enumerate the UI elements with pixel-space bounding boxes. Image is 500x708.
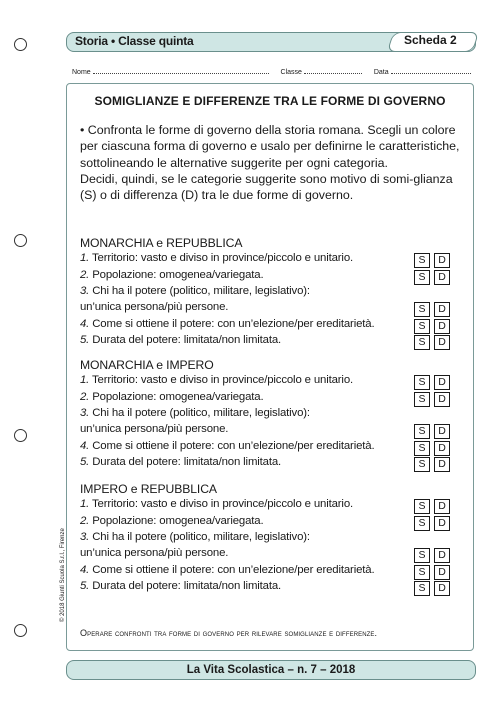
class-field-label: Classe (280, 69, 302, 76)
page-title: SOMIGLIANZE E DIFFERENZE TRA LE FORME DI GOVERNO (94, 94, 446, 108)
comparison-item (80, 531, 310, 543)
similarity-checkbox[interactable]: S (414, 457, 430, 472)
item-text: Territorio: vasto e diviso in province/piccolo e unitario. (89, 498, 354, 511)
item-number: 3. (80, 530, 90, 543)
difference-checkbox[interactable]: D (434, 424, 450, 439)
binder-hole-upper-middle (14, 234, 27, 247)
item-text: un’unica persona/più persone. (80, 547, 229, 560)
comparison-item (80, 252, 353, 264)
item-number: 3. (80, 406, 90, 419)
item-text: un’unica persona/più persone. (80, 423, 229, 436)
item-number: 1. (80, 498, 90, 511)
similarity-checkbox[interactable]: S (414, 441, 430, 456)
difference-checkbox[interactable]: D (434, 319, 450, 334)
similarity-checkbox[interactable]: S (414, 319, 430, 334)
item-number: 4. (80, 439, 90, 452)
difference-checkbox[interactable]: D (434, 565, 450, 580)
similarity-checkbox[interactable]: S (414, 424, 430, 439)
section-title: MONARCHIA e REPUBBLICA (80, 236, 243, 250)
item-text: Durata del potere: limitata/non limitata. (89, 455, 282, 468)
similarity-checkbox[interactable]: S (414, 499, 430, 514)
difference-checkbox[interactable]: D (434, 581, 450, 596)
item-number: 2. (80, 514, 90, 527)
date-field-line[interactable] (391, 67, 471, 74)
comparison-item (80, 456, 281, 468)
item-text: Durata del potere: limitata/non limitata. (89, 333, 282, 346)
comparison-item (80, 580, 281, 592)
binder-hole-bottom (14, 624, 27, 637)
comparison-item (80, 423, 228, 435)
difference-checkbox[interactable]: D (434, 270, 450, 285)
footer-band: La Vita Scolastica – n. 7 – 2018 (66, 660, 476, 680)
similarity-checkbox[interactable]: S (414, 581, 430, 596)
item-number: 5. (80, 455, 90, 468)
name-field-line[interactable] (93, 67, 269, 74)
similarity-checkbox[interactable]: S (414, 270, 430, 285)
instructions (80, 122, 472, 203)
item-number: 2. (80, 390, 90, 403)
section-title: IMPERO e REPUBBLICA (80, 482, 217, 496)
item-text: Chi ha il potere (politico, militare, legislativo): (89, 406, 310, 419)
difference-checkbox[interactable]: D (434, 499, 450, 514)
student-fields (72, 67, 472, 76)
item-text: Territorio: vasto e diviso in province/piccolo e unitario. (89, 374, 354, 387)
item-text: Come si ottiene il potere: con un’elezione/per ereditarietà. (89, 317, 375, 330)
difference-checkbox[interactable]: D (434, 302, 450, 317)
difference-checkbox[interactable]: D (434, 375, 450, 390)
similarity-checkbox[interactable]: S (414, 392, 430, 407)
comparison-item (80, 407, 310, 419)
section-title: MONARCHIA e IMPERO (80, 358, 214, 372)
item-text: Come si ottiene il potere: con un’elezione/per ereditarietà. (89, 563, 375, 576)
comparison-item (80, 515, 263, 527)
date-field-label: Data (373, 69, 389, 76)
item-number: 1. (80, 374, 90, 387)
item-text: Popolazione: omogenea/variegata. (89, 390, 264, 403)
binder-hole-top (14, 38, 27, 51)
difference-checkbox[interactable]: D (434, 548, 450, 563)
comparison-item (80, 334, 281, 346)
class-field-line[interactable] (304, 67, 362, 74)
similarity-checkbox[interactable]: S (414, 375, 430, 390)
learning-objective: Operare confronti tra forme di governo per rilevare somiglianze e differenze. (80, 628, 378, 638)
similarity-checkbox[interactable]: S (414, 302, 430, 317)
comparison-item (80, 498, 353, 510)
item-number: 4. (80, 317, 90, 330)
difference-checkbox[interactable]: D (434, 516, 450, 531)
item-number: 4. (80, 563, 90, 576)
comparison-item (80, 547, 228, 559)
similarity-checkbox[interactable]: S (414, 548, 430, 563)
difference-checkbox[interactable]: D (434, 441, 450, 456)
item-text: Chi ha il potere (politico, militare, legislativo): (89, 284, 310, 297)
instructions-paragraph-1: • Confronta le forme di governo della storia romana. Scegli un colore per ciascuna forma di governo e usalo per definirne le caratteristiche, sottolineando le alternative suggerite per ogni categoria. (80, 123, 460, 170)
similarity-checkbox[interactable]: S (414, 516, 430, 531)
item-text: Durata del potere: limitata/non limitata. (89, 579, 282, 592)
copyright-notice: © 2018 Giunti Scuola S.r.l., Firenze (60, 528, 66, 622)
comparison-item (80, 440, 374, 452)
item-text: Popolazione: omogenea/variegata. (89, 514, 264, 527)
difference-checkbox[interactable]: D (434, 335, 450, 350)
comparison-item (80, 318, 374, 330)
item-number: 1. (80, 252, 90, 265)
comparison-item (80, 301, 228, 313)
difference-checkbox[interactable]: D (434, 457, 450, 472)
item-number: 5. (80, 579, 90, 592)
item-text: Popolazione: omogenea/variegata. (89, 268, 264, 281)
name-field-label: Nome (72, 69, 91, 76)
similarity-checkbox[interactable]: S (414, 565, 430, 580)
item-text: un’unica persona/più persone. (80, 301, 229, 314)
instructions-paragraph-2: Decidi, quindi, se le categorie suggerite sono motivo di somi-glianza (S) o di differenza (D) tra le due forme di governo. (80, 171, 453, 203)
item-text: Come si ottiene il potere: con un’elezione/per ereditarietà. (89, 439, 375, 452)
comparison-item (80, 285, 310, 297)
item-number: 5. (80, 333, 90, 346)
similarity-checkbox[interactable]: S (414, 253, 430, 268)
binder-hole-lower-middle (14, 429, 27, 442)
difference-checkbox[interactable]: D (434, 392, 450, 407)
item-number: 2. (80, 268, 90, 281)
comparison-item (80, 269, 263, 281)
item-text: Chi ha il potere (politico, militare, legislativo): (89, 530, 310, 543)
comparison-item (80, 564, 374, 576)
sheet-label: Scheda 2 (404, 33, 457, 47)
comparison-item (80, 391, 263, 403)
item-number: 3. (80, 284, 90, 297)
item-text: Territorio: vasto e diviso in province/piccolo e unitario. (89, 252, 354, 265)
subject-label: Storia • Classe quinta (75, 34, 194, 48)
difference-checkbox[interactable]: D (434, 253, 450, 268)
comparison-item (80, 374, 353, 386)
similarity-checkbox[interactable]: S (414, 335, 430, 350)
